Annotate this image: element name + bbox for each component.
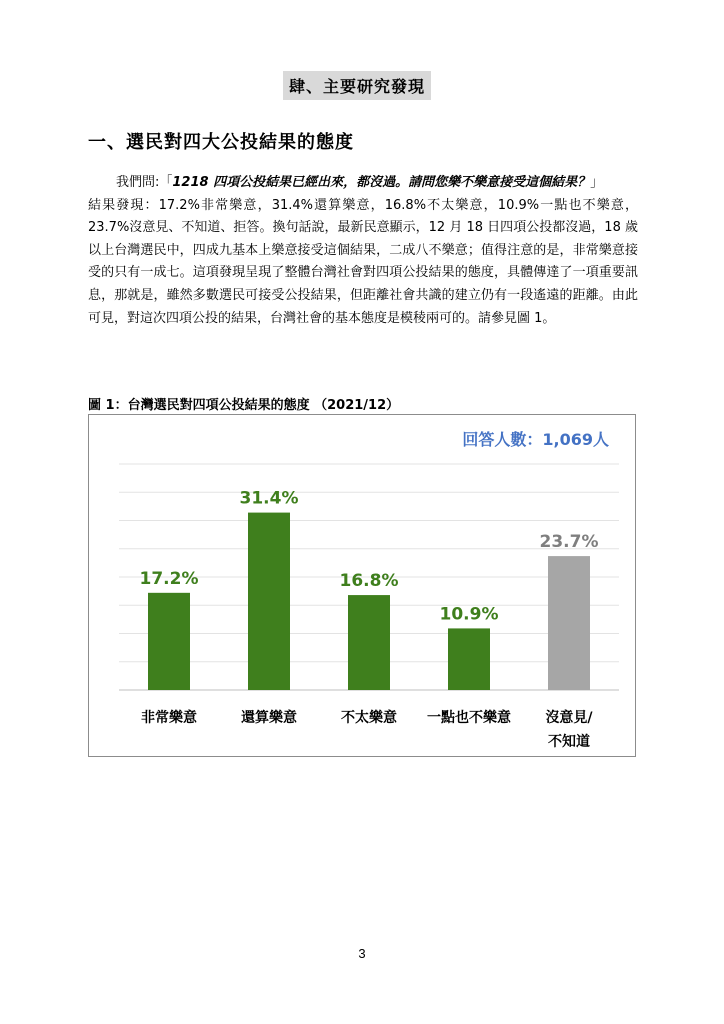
chart-frame [88, 414, 636, 757]
section-title: 肆、主要研究發現 [283, 71, 431, 100]
respondent-count-note: 回答人數：1,069人 [462, 430, 609, 449]
category-label: 非常樂意 [141, 710, 197, 726]
category-label: 一點也不樂意 [427, 710, 511, 726]
bar [548, 556, 590, 690]
data-label: 23.7% [539, 532, 599, 553]
bar [148, 593, 190, 690]
subsection-title: 一、選民對四大公投結果的態度 [88, 132, 354, 153]
data-label: 31.4% [239, 488, 299, 509]
category-label: 還算樂意 [241, 710, 297, 726]
data-label: 17.2% [139, 568, 199, 589]
category-label: 不太樂意 [341, 710, 397, 726]
page-number: 3 [358, 946, 366, 961]
paragraph-body: 結果發現：17.2%非常樂意，31.4%還算樂意，16.8%不太樂意，10.9%一點也不樂意，23.7%沒意見、不知道、拒答。換句話說，最新民意顯示，12 月 18 日四項公投都沒過，18 歲以上台灣選民中，四成九基本上樂意接受這個結果，二成八不樂意；值得注意的是，非常樂意接受的只有一成七。這項發現呈現了整體台灣社會對四項公投結果的態度，具體傳達了一項重要訊息，那就是，雖然多數選民可接受公投結果，但距離社會共識的建立仍有一段遙遠的距離。由此可見，對這次四項公投的結果，台灣社會的基本態度是模稜兩可的。請參見圖 1。 [88, 197, 638, 326]
category-label: 沒意見/ [545, 710, 593, 726]
category-label: 不知道 [548, 734, 590, 750]
survey-question: 1218 四項公投結果已經出來，都沒過。請問您樂不樂意接受這個結果？ [172, 175, 591, 190]
paragraph-prefix: 我們問:「 [116, 175, 173, 190]
data-label: 16.8% [339, 571, 399, 592]
bar [348, 595, 390, 690]
data-label: 10.9% [439, 604, 499, 625]
paragraph-suffix: 」 [590, 175, 604, 190]
bar [448, 628, 490, 690]
bar [248, 513, 290, 690]
body-paragraph [88, 172, 638, 330]
bar-chart [89, 415, 635, 756]
figure-caption: 圖 1：台灣選民對四項公投結果的態度 （2021/12） [88, 398, 400, 413]
